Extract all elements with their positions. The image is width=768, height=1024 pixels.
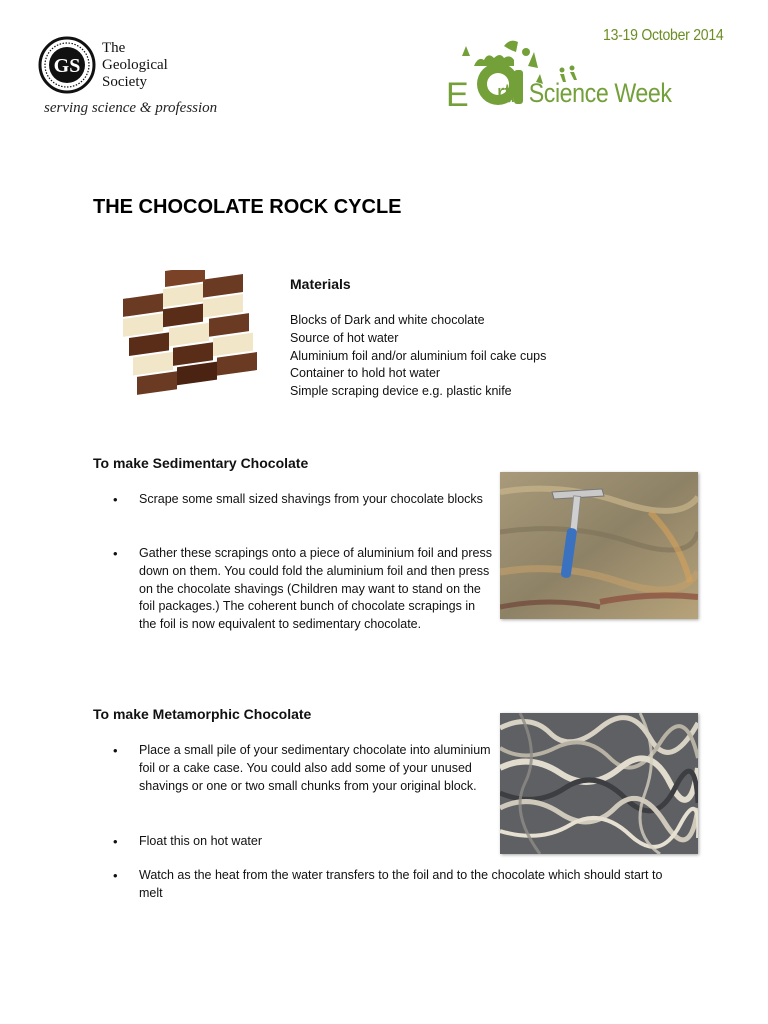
metamorphic-bullet-list bbox=[93, 833, 493, 851]
gs-tagline: serving science & profession bbox=[44, 100, 218, 116]
materials-list bbox=[290, 312, 546, 401]
sedimentary-bullet-list bbox=[93, 491, 493, 509]
materials-item: Simple scraping device e.g. plastic knife bbox=[290, 384, 512, 399]
metamorphic-bullet: • Place a small pile of your sedimentary chocolate into aluminium foil or a cake case. You could also add some of your unused shavings or one or two small chunks from your original block. bbox=[93, 742, 493, 795]
metamorphic-bullet-list bbox=[93, 867, 673, 903]
sedimentary-bullet-list bbox=[93, 545, 493, 634]
geological-society-name bbox=[102, 40, 168, 91]
document-title: THE CHOCOLATE ROCK CYCLE bbox=[93, 196, 402, 218]
sedimentary-bullet: • Scrape some small sized shavings from your chocolate blocks bbox=[93, 491, 493, 509]
materials-item: Aluminium foil and/or aluminium foil cake cups bbox=[290, 348, 547, 363]
svg-text:GS: GS bbox=[53, 55, 81, 77]
esw-dates: 13-19 October 2014 bbox=[603, 27, 724, 44]
materials-item: Blocks of Dark and white chocolate bbox=[290, 313, 485, 327]
metamorphic-bullet: • Float this on hot water bbox=[93, 833, 493, 851]
chocolate-blocks-image bbox=[115, 270, 263, 398]
gs-name-line-3: Society bbox=[102, 74, 147, 90]
svg-text:E: E bbox=[446, 76, 469, 112]
materials-heading: Materials bbox=[290, 276, 351, 292]
metamorphic-bullet: • Watch as the heat from the water transfers to the foil and to the chocolate which should start to melt bbox=[93, 867, 673, 903]
geological-society-logo bbox=[38, 34, 96, 98]
gs-name-line-2: Geological bbox=[102, 57, 168, 73]
materials-item: Source of hot water bbox=[290, 330, 399, 345]
metamorphic-heading: To make Metamorphic Chocolate bbox=[93, 706, 312, 722]
rock-hammer-photo bbox=[500, 472, 698, 619]
metamorphic-rock-photo bbox=[500, 713, 698, 854]
metamorphic-bullet-list bbox=[93, 742, 493, 795]
sedimentary-bullet: • Gather these scrapings onto a piece of aluminium foil and press down on them. You could fold the aluminium foil and then press on the chocolate shavings (Children may want to stand on the foil packages.) The coherent bunch of chocolate scrapings in the foil is now equivalent to sedimentary chocolate. bbox=[93, 545, 493, 634]
esw-title bbox=[447, 78, 672, 109]
materials-item: Container to hold hot water bbox=[290, 366, 441, 381]
esw-title-text: rth Science Week bbox=[496, 78, 672, 108]
sedimentary-heading: To make Sedimentary Chocolate bbox=[93, 455, 309, 471]
gs-name-line-1: The bbox=[102, 40, 126, 56]
